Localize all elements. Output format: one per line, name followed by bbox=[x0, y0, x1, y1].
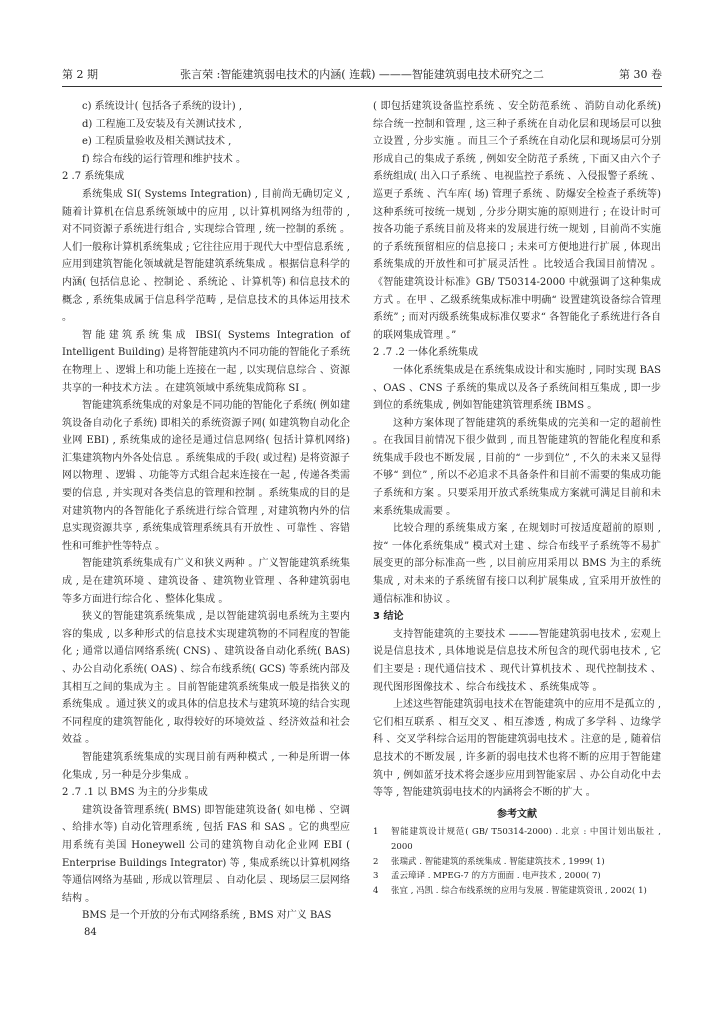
reference-text: 张宜 , 冯凯 . 综合布线系统的应用与发展 . 智能建筑资讯 , 2002( 1) bbox=[391, 885, 647, 896]
paragraph: 一体化系统集成是在系统集成设计和实施时 , 同时实现 BAS 、OAS 、CNS 子系统的集成以及各子系统间相互集成 , 即一步到位的系统集成 , 例如智能建筑管理系统 IBMS 。 bbox=[373, 364, 661, 412]
header-rule bbox=[62, 86, 662, 87]
list-item: f) 综合布线的运行管理和维护技术 。 bbox=[82, 153, 246, 165]
reference-number: 3 bbox=[373, 871, 379, 882]
list-item: d) 工程施工及安装及有关测试技术 , bbox=[82, 118, 242, 130]
reference-item bbox=[373, 855, 661, 870]
list-item: c) 系统设计( 包括各子系统的设计) , bbox=[82, 101, 243, 112]
section-heading: 3 结论 bbox=[373, 611, 404, 623]
issue-number: 第 2 期 bbox=[62, 68, 98, 81]
paragraph: 智能建筑系统集成的实现目前有两种模式 , 一种是所谓一体化集成 , 另一种是分步集成 。 bbox=[62, 751, 350, 781]
reference-number: 2 bbox=[373, 856, 379, 867]
reference-item bbox=[373, 869, 661, 884]
paragraph: BMS 是一个开放的分布式网络系统 , BMS 对广义 BAS bbox=[82, 910, 332, 922]
page-number: 84 bbox=[84, 927, 97, 938]
paragraph: 狭义的智能建筑系统集成 , 是以智能建筑弱电系统为主要内容的集成 , 以多种形式的信息技术实现建筑物的不同程度的智能化 ; 通常以通信网络系统( CNS) 、建筑设备自动化系统( BAS) 、办公自动化系统( OAS) 、综合布线系统( GCS) 等系统内部及其相互之间的集成为主 。目前智能建筑系统集成一般是指狭义的系统集成 。通过狭义的或具体的信息技术与建筑环境的结合实现不同程度的建筑智能化 , 取得较好的环境效益 、经济效益和社会效益 。 bbox=[62, 611, 350, 746]
list-item: e) 工程质量验收及相关测试技术 , bbox=[82, 136, 232, 148]
reference-number: 4 bbox=[373, 885, 379, 896]
reference-text: 孟云璋译 . MPEG-7 的方方面面 . 电声技术 , 2000( 7) bbox=[391, 871, 601, 882]
reference-number: 1 bbox=[373, 827, 379, 838]
paragraph: 比较合理的系统集成方案 , 在规划时可按适度超前的原则 , 按“ 一体化系统集成” 模式对土建 、综合布线平子系统等不易扩展变更的部分标准高一些 , 以目前应用采用以 BMS 为主的系统集成 , 对未来的子系统留有接口以利扩展集成 , 宜采用开放性的通信标准和协议 。 bbox=[373, 523, 661, 605]
left-column bbox=[62, 98, 350, 925]
paragraph: 智能建筑系统集成有广义和狭义两种 。广义智能建筑系统集成 , 是在建筑环境 、建筑设备 、建筑物业管理 、各种建筑弱电等多方面进行综合化 、整体化集成 。 bbox=[62, 558, 350, 605]
paragraph: 支持智能建筑的主要技术 ———智能建筑弱电技术 , 宏观上说是信息技术 , 具体地说是信息技术所包含的现代弱电技术 , 它们主要是 : 现代通信技术 、现代计算机技术 、现代控制技术 、现代图形图像技术 、综合布线技术 、系统集成等 。 bbox=[373, 628, 661, 693]
running-title: 张言荣 :智能建筑弱电技术的内涵( 连载) ———智能建筑弱电技术研究之二 bbox=[180, 68, 544, 81]
paragraph: 智能建筑系统集成 IBSI( Systems Integration of Intelligent Building) 是将智能建筑内不同功能的智能化子系统在物理上 、逻辑上和功能上连接在一起 , 以实现信息综合 、资源共享的一种技术方法 。在建筑领域中系统集成简称 SI 。 bbox=[62, 329, 350, 394]
paragraph: 上述这些智能建筑弱电技术在智能建筑中的应用不是孤立的 , 它们相互联系 、相互交叉 、相互渗透 , 构成了多学科 、边缘学科 、交叉学科综合运用的智能建筑弱电技术 。注意的是 , 随着信息技术的不断发展 , 许多新的弱电技术也将不断的应用于智能建筑中 , 例如蓝牙技术将会逐步应用到智能家居 、办公自动化中去等等 , 智能建筑弱电技术的内涵将会不断的扩大 。 bbox=[373, 699, 661, 799]
volume-number: 第 30 卷 bbox=[619, 68, 662, 81]
reference-text: 张瑞武 . 智能建筑的系统集成 . 智能建筑技术 , 1999( 1) bbox=[391, 856, 605, 867]
section-heading: 2 .7 .1 以 BMS 为主的分步集成 bbox=[62, 787, 208, 799]
right-column bbox=[373, 98, 661, 898]
paragraph: 建筑设备管理系统( BMS) 即智能建筑设备( 如电梯 、空调 、给排水等) 自动化管理系统 , 包括 FAS 和 SAS 。它的典型应用系统有美国 Honeywell 公司的建筑物自动化企业网 EBI ( Enterprise Buildings Integrator) 等 , 集成系统以计算机网络等通信网络为基础 , 形成以管理层 、自动化层 、现场层三层网络结构 。 bbox=[62, 804, 350, 904]
paragraph: ( 即包括建筑设备监控系统 、安全防范系统 、消防自动化系统) 综合统一控制和管理 , 这三种子系统在自动化层和现场层可以独立设置 , 分步实施 。而且三个子系统在自动化层和现场层可分别形成自己的集成子系统 , 例如安全防范子系统 , 下面又由六个子系统组成( 出入口子系统 、电视监控子系统 、入侵报警子系统 、巡更子系统 、汽车库( 场) 管理子系统 、防爆安全检查子系统等) 这种系统可按统一规划 , 分步分期实施的原则进行 ; 在设计时可按各功能子系统目前及将来的发展进行统一规划 , 目前尚不实施的子系统预留相应的信息接口 ; 未来可方便地进行扩展 , 体现出系统集成的开放性和可扩展灵活性 。比较适合我国目前情况 。《智能建筑设计标准》GB/ T50314-2000 中就强调了这种集成方式 。在甲 、乙级系统集成标准中明确“ 设置建筑设备综合管理系统” ; 而对丙级系统集成标准仅要求“ 各智能化子系统进行各自的联网集成管理 。” bbox=[373, 101, 661, 341]
references-list bbox=[373, 825, 661, 898]
section-heading: 2 .7 系统集成 bbox=[62, 171, 125, 183]
reference-item bbox=[373, 884, 661, 899]
references-title: 参考文献 bbox=[497, 808, 537, 820]
running-header bbox=[62, 66, 662, 84]
paragraph: 系统集成 SI( Systems Integration) , 目前尚无确切定义 , 随着计算机在信息系统领域中的应用 , 以计算机网络为纽带的 , 对不同资源子系统进行组合 , 实现综合管理 , 统一控制的系统 。人们一般称计算机系统集成 ; 它往往应用于现代大中型信息系统 , 应用到建筑智能化领域就是智能建筑系统集成 。根据信息科学的内涵( 包括信息论 、控制论 、系统论 、计算机等) 和信息技术的概念 , 系统集成属于信息科学范畴 , 是信息技术的具体运用技术 。 bbox=[62, 188, 350, 324]
paragraph: 这种方案体现了智能建筑的系统集成的完美和一定的超前性 。在我国目前情况下很少做到 , 而且智能建筑的智能化程度和系统集成手段也不断发展 , 目前的“ 一步到位” , 不久的未来又显得不够“ 到位” , 所以不必追求不具备条件和目前不需要的集成功能子系统和方案 。只要采用开放式系统集成方案就可满足目前和未来系统集成需要 。 bbox=[373, 417, 661, 517]
reference-item bbox=[373, 825, 661, 854]
reference-text: 智能建筑设计规范( GB/ T50314-2000) . 北京 : 中国计划出版社 , 2000 bbox=[391, 827, 661, 852]
section-heading: 2 .7 .2 一体化系统集成 bbox=[373, 347, 478, 359]
paragraph: 智能建筑系统集成的对象是不同功能的智能化子系统( 例如建筑设备自动化子系统) 即相关的系统资源子网( 如建筑物自动化企业网 EBI) , 系统集成的途径是通过信息网络( 包括计算机网络) 汇集建筑物内外各处信息 。系统集成的手段( 或过程) 是将资源子网以物理 、逻辑 、功能等方式组合起来连接在一起 , 传递各类需要的信息 , 并实现对各类信息的管理和控制 。系统集成的目的是对建筑物内的各智能化子系统进行综合管理 , 对建筑物内外的信息实现资源共享 , 系统集成管理系统具有开放性 、可靠性 、容错性和可维护性等特点 。 bbox=[62, 400, 350, 552]
right-column-body bbox=[373, 98, 661, 802]
